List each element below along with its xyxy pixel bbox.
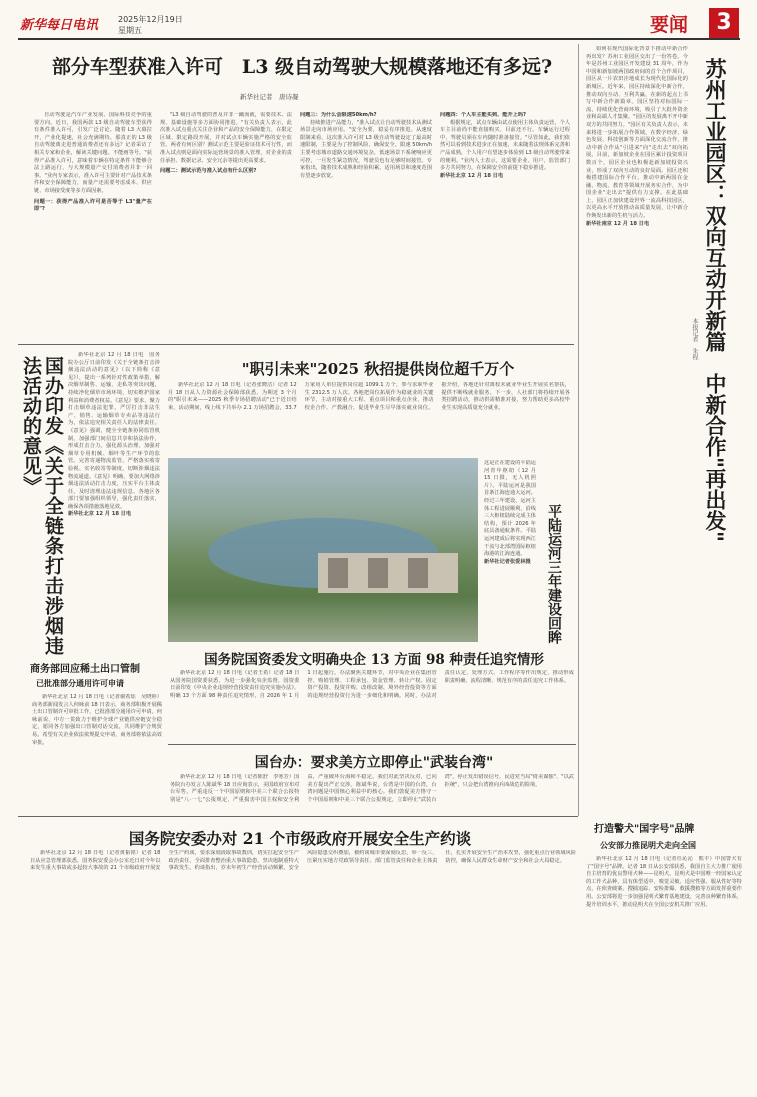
lead-credit: 新华社北京 12 月 18 日电 [440,172,504,179]
lead-question-4: 问题四：个人车主能买到、能开上吗? [440,112,527,118]
issue-weekday: 星期五 [118,26,142,35]
lead-question-1: 问题一：获得产品准入许可是否等于 L3"量产在即"? [34,198,152,213]
rare-earth-headline: 商务部回应稀土出口管制 [30,664,140,675]
soe-headline: 国务院国资委发文明确央企 13 方面 98 种责任追究情形 [204,652,544,668]
page-number: 3 [709,8,739,38]
soe-bottom-rule [168,744,576,745]
regulation-headline: 国办印发《关于全链条打击涉烟违法活动的意见》 [20,356,64,656]
masthead-rule [18,38,740,40]
lead-column-4: 问题四：个人车主能买到、能开上吗? 根据规定，试点车辆由试点使用主体负责运营，个人车主目前尚不能直接购买。目前还不行。车辆运行过程中，驾驶员须在车内随时准备接管。"尽管如此，我们依然可以看到技术进步正在加速，未来随着法规体系完善和产品成熟，个人用户有望逐步体验到 L3 级自动驾驶带来的便利。"业内人士表示，这需要企业、用户、监管部门多方共同努力，在保障安全的前提下稳步推进。 新华社北京 12 月 18 日电 [440,112,570,179]
soe-body: 新华社北京 12 月 18 日电（记者王希）记者 18 日从国务院国资委获悉，为进一步强化央企监督，国资委日前印发《中央企业违规经营投资责任追究实施办法》，明确 13 个方面 98 种责任追究情形，自 2026 年 1 月 1 日起施行。办法聚焦关键环节，对中央企业在集团管控、购销管理、工程承包、资金管理、转让产权、固定资产投资、投资并购、改组改制、境外经营投资等方面的违规经营投资行为进一步细化和明确。同时，办法对责任认定、处理方式、工作程序等作出规定，推动形成职责明确、流程清晰、规范有序的责任追究工作体系。 [170,670,574,699]
canal-photo [168,458,478,642]
regulation-body: 新华社北京 12 月 18 日电 国务院办公厅日前印发《关于全链条打击涉烟违法活动的意见》（以下简称《意见》），提出一系列针对性政策举措，解决烟草制售、运输、走私等突出问题，持续净化烟草市场环境，切实维护国家利益和消费者权益。《意见》要求，聚力打击烟草违法犯罪，严厉打击非法生产、销售、运输烟草专卖品等违法行为，依法追究相关责任人的法律责任。《意见》强调，健全全链条协同监管机制，加强部门间信息共享和执法协作，形成打击合力。强化源头治理，加强对烟草专用机械、烟叶等生产环节的监管。完善寄递物流监管，严格落实收寄验视、实名收寄等制度，切断涉烟违法物流通道。《意见》明确，要加大网络涉烟违法活动打击力度，压实平台主体责任，及时清理违法违规信息。各地区各部门要加强组织领导，强化责任落实，确保各项措施落地见效。 新华社北京 12 月 18 日电 [68,352,160,518]
safety-top-rule [18,816,578,817]
lead-byline: 新华社记者 唐诗凝 [240,93,299,101]
section-name: 要闻 [650,14,689,36]
suzhou-byline: 本报记者 朱程 [691,318,698,360]
police-dog-body: 新华社北京 12 月 18 日电（记者任沁沁 熊丰）中国警犬有了"国字号"品牌。记者 18 日从公安部获悉，我国自主大力推广使用自主培育的优良警用犬种——昆明犬。昆明犬是中国唯一经国家认定的工作犬品种，具有体型适中、嗅觉灵敏、适应性强、服从性好等特点，在侦查破案、搜捕追踪、安检排爆、救援搜救等方面发挥重要作用。公安部将进一步加强昆明犬繁育基地建设，完善良种繁育体系，提升培训水平，推动昆明犬在全国公安机关推广应用。 [586,856,742,908]
police-dog-subhead: 公安部力推昆明犬走向全国 [600,840,696,850]
lock-gate [368,558,388,588]
lead-question-3: 问题三：为什么会限速50km/h? [300,112,377,118]
issue-date: 2025年12月19日 [118,15,183,24]
recruit-headline: "职引未来"2025 秋招提供岗位超千万个 [241,360,515,378]
newspaper-logo: 新华每日电讯 [20,18,99,33]
rare-earth-body: 新华社北京 12 月 18 日电（记者谢希瑶 吴晓婷）商务部新闻发言人何咏前 18 日表示，商务部积极开展稀土出口管制许可审批工作，已批准部分通用许可申请。何咏前说，中方一贯致力于维护全球产业链供应链安全稳定，愿同各方加强出口管制对话交流，共同维护合规贸易。希望有关企业依法依规提交申请，商务部将依法高效审批。 [32,694,162,746]
police-dog-headline: 打造警犬"国字号"品牌 [594,824,695,835]
recruit-body: 新华社北京 12 月 18 日电（记者张晓洁）记者 12 月 18 日从人力资源社会保障部获悉，为期近 3 个月的"职引未来——2025 秋季专场招聘活动"已于近日结束，活动期间，线上线下共举办 2.1 万场招聘会，33.7 万家用人单位提供岗位超 1099.1 万个，参与求职毕业生 2312.5 万人次。各地把岗位拓展作为稳就业的关键环节，主动对接重大工程、重点项目和重点企业，推动校企合作、产教融合，促进毕业生尽早落实就业岗位。据介绍，各地还针对离校未就业毕业生开展实名帮扶，提供不断线就业服务。下一步，人社部门将持续开展各类招聘活动，推动供需精准对接，努力帮助更多高校毕业生实现高质量充分就业。 [168,382,570,411]
right-column-divider [578,44,579,816]
suzhou-headline: 苏州工业园区：双向互动开新篇 中新合作"再出发" [703,58,728,542]
lead-question-2: 问题二：测试示范与准入试点有什么区别? [160,168,257,175]
lead-column-3: 问题三：为什么会限速50km/h? 持续推进产品能力，"准入试点让自动驾驶技术从测试场景走向市场应用。"安全为要，稳妥有序推进。从速度限制来看，这次准入许可对 L3 级自动驾驶设定了最高时速限制，主要是为了控制风险、确保安全。限速 50km/h 主要考虑城市道路交通环境复杂，低速场景下系统响应更可控，一旦发生紧急情况，驾驶员也有足够时间接管。专家指出，随着技术成熟和经验积累，适用场景和速度范围有望逐步放宽。 [300,112,432,179]
lock-gate [408,558,428,588]
lead-column-2: "L3 级自动驾驶的普及并非一蹴而就，需要技术、法规、基础设施等多方面协同推进。"有关负责人表示，此次准入试点重点关注企业和产品的安全保障能力，在限定区域、限定路段开展，并对试点车辆实施严格的安全监管。两者有何区别？测试示范主要是验证技术可行性，而准入试点则是面向实际运营场景的准入管理，对企业的责任承担、数据记录、安全冗余等提出更高要求。 问题二：测试示范与准入试点有什么区别? [160,112,292,175]
lead-headline: 部分车型获准入许可 L3 级自动驾驶大规模落地还有多远? [51,56,553,78]
safety-headline: 国务院安委办对 21 个市级政府开展安全生产约谈 [128,829,472,848]
taiwan-body: 新华社北京 12 月 18 日电（记者陈舒 李寒芳）国务院台办发言人陈斌华 18 日应询表示，美国政府宣布对台军售，严重违反一个中国原则和中美三个联合公报特别是"八·一七"公报规定，严重损害中国主权和安全利益，严重破坏台海和平稳定。我们对此坚决反对，已向美方提出严正交涉。陈斌华说，台湾是中国的台湾，台湾问题是中国核心利益中的核心。我们敦促美方恪守一个中国原则和中美三个联合公报规定，立即停止"武装台湾"，停止发出错误信号。民进党当局"倚美谋独"、"以武拒统"，只会把台湾推向兵凶战危的险境。 [170,774,574,803]
lead-bottom-rule [18,344,574,345]
suzhou-body: 如何在现代国际化背景下推动中新合作再出发？苏州工业园区交出了一份答卷。今年是苏州工业园区开发建设 31 周年，作为中国和新加坡两国政府间的首个合作项目，园区从一片农田洼地成长为现代化国际化的新城区。近年来，园区持续深化中新合作，推动双向互动、互利共赢，在新的起点上书写中新合作新篇章。园区坚持对标国际一流，持续优化营商环境，吸引了大批外资企业和高端人才集聚。"园区的发展离不开中新双方的共同努力。"园区有关负责人表示，未来将进一步拓展合作领域，在数字经济、绿色发展、科技创新等方面深化交流合作，推动中新合作从"引进来"向"走出去"双向拓展。目前，新加坡企业在园区累计投资项目数百个，园区企业也积极赴新加坡投资兴业，形成了双向互动的良好局面。园区还积极搭建国际合作平台，推动中新两国在金融、物流、教育等领域开展务实合作，为中国企业"走出去"提供有力支撑。在此基础上，园区正加快建设世界一流高科技园区，以更高水平开放推动高质量发展，让中新合作焕发出新的生机与活力。 新华社南京 12 月 18 日电 [586,46,688,227]
rare-earth-subhead: 已批准部分通用许可申请 [36,678,124,688]
lock-gate [328,558,348,588]
taiwan-headline: 国台办：要求美方立即停止"武装台湾" [254,755,494,771]
lead-column-1: 自动驾驶是汽车产业发展、国际科技竞争的重要方向。近日，我国两款 L3 级自动驾驶车型获得有条件准入许可，引发广泛讨论。随着 L3 大幕拉开，产业化提速，社会充满期待。那真正的 L3 级自动驾驶离走进普通消费者还有多远？记者采访了相关专家和企业，解读关键问题。不能画等号。"获得产品准入许可，意味着车辆在特定条件下能够合法上路运行，与大规模量产交付消费者并非一回事。"业内专家表示，准入许可主要针对产品技术条件和安全保障能力，而量产还需要考虑成本、供应链、市场接受度等多方面因素。 问题一：获得产品准入许可是否等于 L3"量产在即"? [34,112,152,213]
canal-caption-title: 平陆运河三年建设回眸 [546,504,562,644]
safety-body: 新华社北京 12 月 18 日电（记者黄韬铭）记者 18 日从应急管理部获悉，国务院安委会办公室近日对今年以来发生重大事故或多起较大事故的 21 个市级政府开展安全生产约谈，要求深刻汲取事故教训，切实扛起安全生产政治责任，全面排查整治重大事故隐患，坚决遏制重特大事故发生。约谈指出，岁末年初生产经营活动频繁，安全风险隐患交织叠加，被约谈城市要深刻反思，举一反三，压紧压实地方党政领导责任、部门监管责任和企业主体责任，扎实开展安全生产治本攻坚，强化重点行业领域风险防控，确保人民群众生命财产安全和社会大局稳定。 [30,850,576,872]
canal-caption: 这是正在建设的平陆运河青年枢纽（12 月 15 日摄，无人机照片）。平陆运河是我国首条江海连通大运河。经过三年建设，运河主体工程进展顺利，沿线三大枢纽陆续完成主体结构，预计 2026 年底具备通航条件。平陆运河建成后将实现西江干流与北部湾国际枢纽海港的江海连通。 新华社记者张爱林摄 [484,460,536,565]
